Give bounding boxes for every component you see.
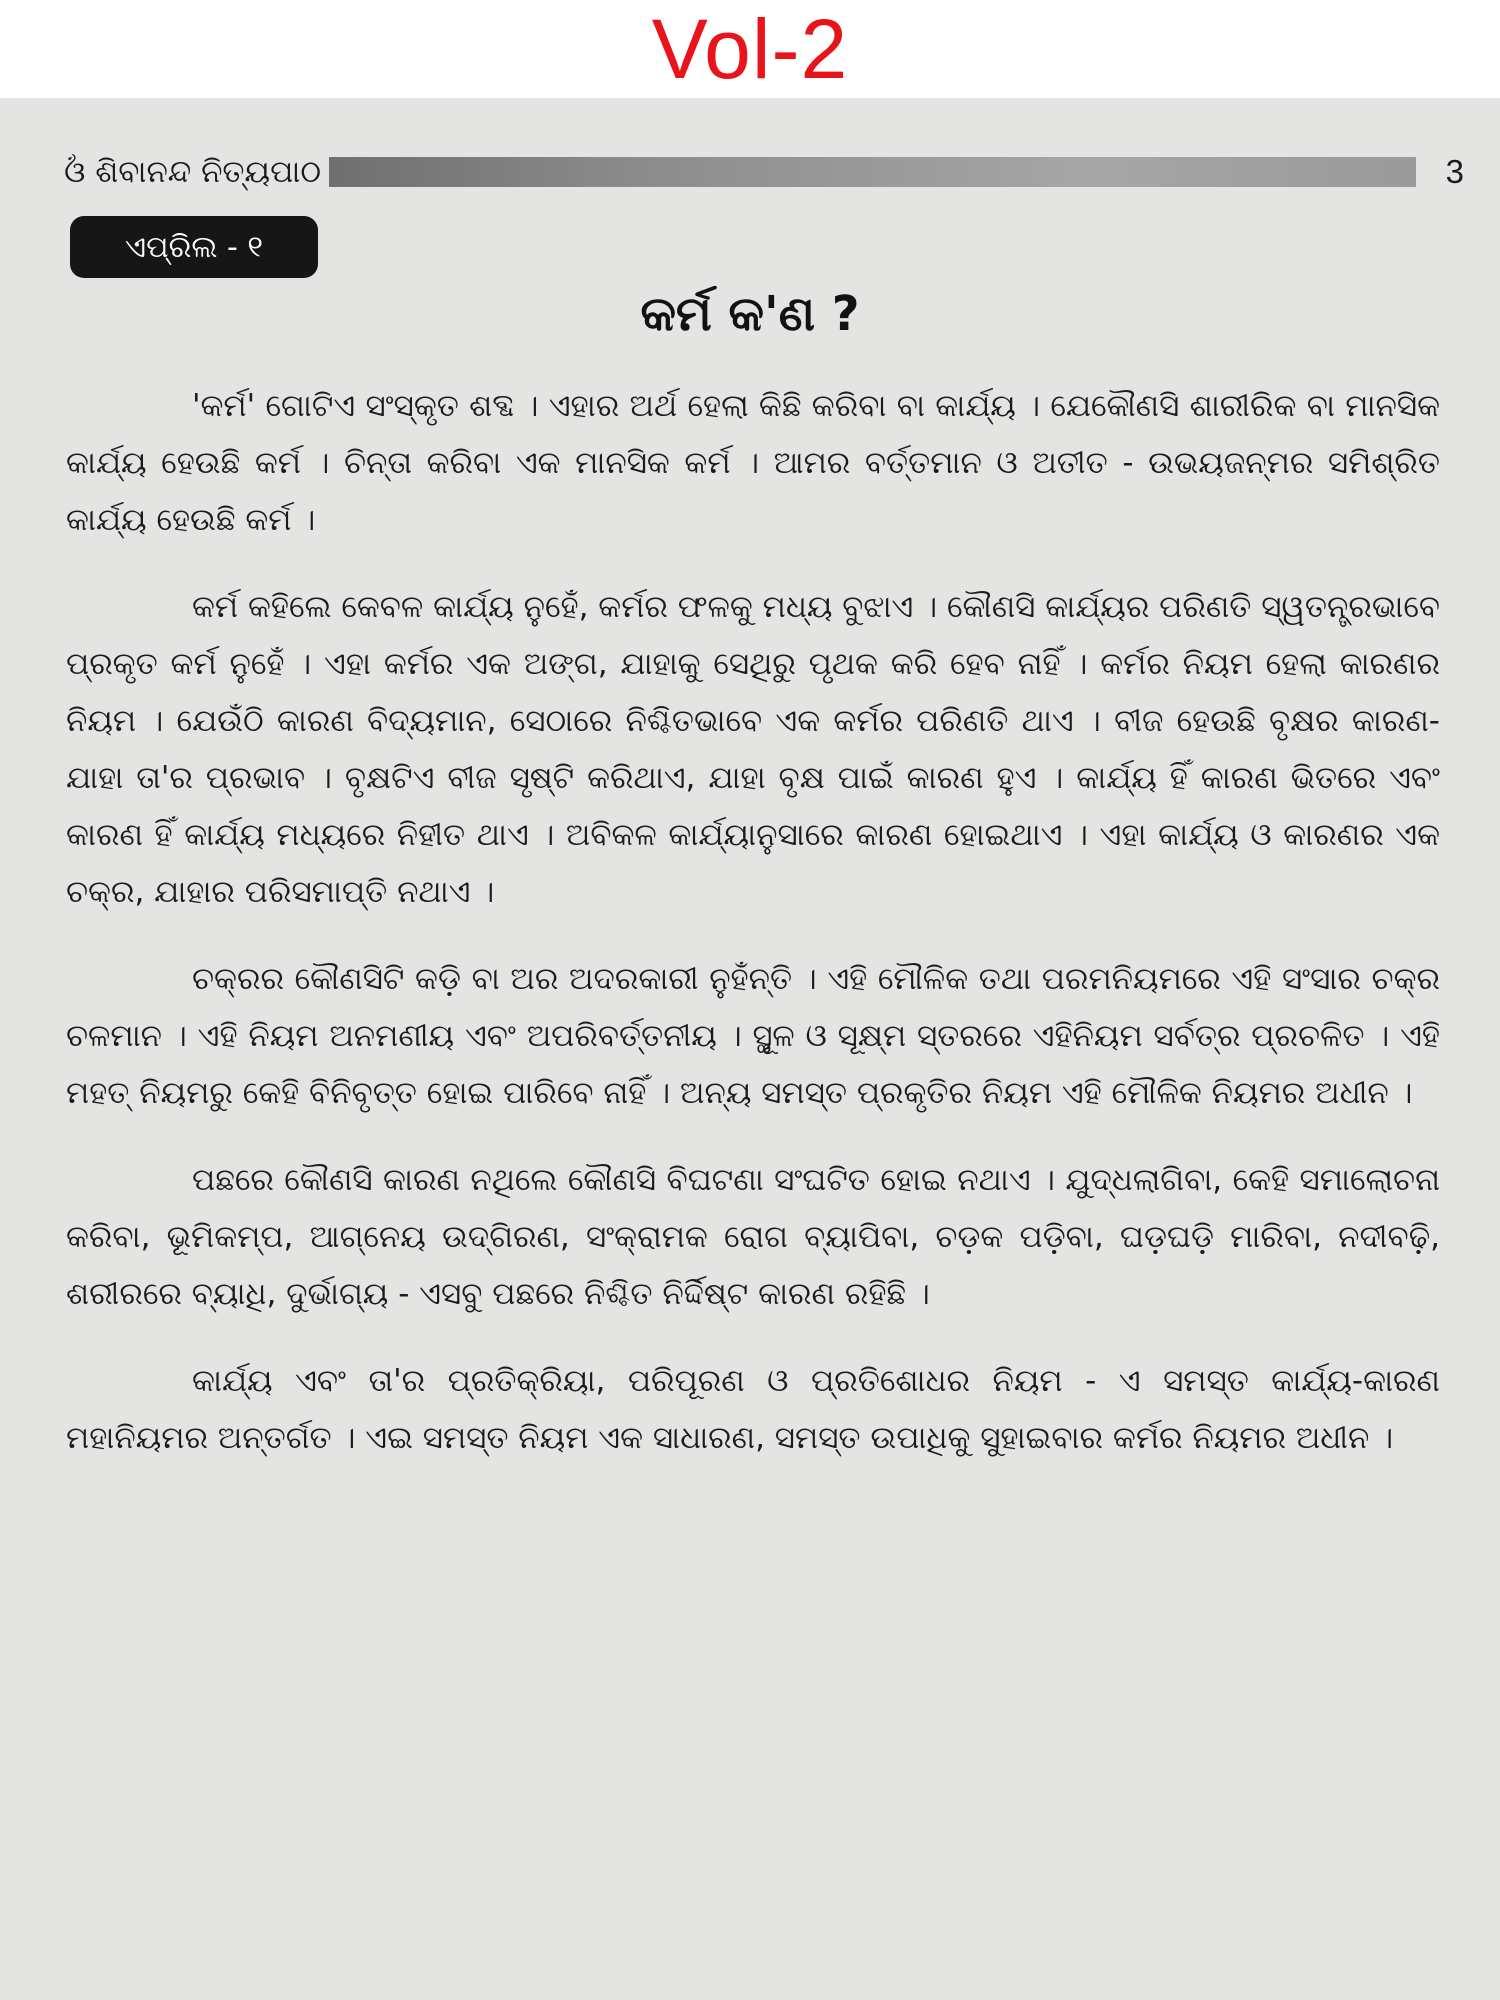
scanned-page bbox=[0, 98, 1500, 2000]
volume-banner bbox=[0, 0, 1500, 98]
paragraph: ଚକ୍ରର କୌଣସିଟି କଡ଼ି ବା ଅର ଅଦରକାରୀ ନୁହଁନ୍ତି । ଏହି ମୌଳିକ ତଥା ପରମନିୟମରେ ଏହି ସଂସାର ଚକ୍ର ଚଳମାନ । ଏହି ନିୟମ ଅନମଣୀୟ ଏବଂ ଅପରିବର୍ତ୍ତନୀୟ । ସ୍ଥୂଳ ଓ ସୂକ୍ଷ୍ମ ସ୍ତରରେ ଏହିନିୟମ ସର୍ବତ୍ର ପ୍ରଚଳିତ । ଏହି ମହତ୍ ନିୟମରୁ କେହି ବିନିବୃତ୍ତ ହୋଇ ପାରିବେ ନାହିଁ । ଅନ୍ୟ ସମସ୍ତ ପ୍ରକୃତିର ନିୟମ ଏହି ମୌଳିକ ନିୟମର ଅଧୀନ । bbox=[66, 961, 1440, 1111]
paragraph: କର୍ମ କହିଲେ କେବଳ କାର୍ଯ୍ୟ ନୁହେଁ, କର୍ମର ଫଳକୁ ମଧ୍ୟ ବୁଝାଏ । କୌଣସି କାର୍ଯ୍ୟର ପରିଣତି ସ୍ୱତନ୍ତ୍ରଭାବେ ପ୍ରକୃତ କର୍ମ ନୁହେଁ । ଏହା କର୍ମର ଏକ ଅଙ୍ଗ, ଯାହାକୁ ସେଥିରୁ ପୃଥକ କରି ହେବ ନାହିଁ । କର୍ମର ନିୟମ ହେଲା କାରଣର ନିୟମ । ଯେଉଁଠି କାରଣ ବିଦ୍ୟମାନ, ସେଠାରେ ନିଶ୍ଚିତଭାବେ ଏକ କର୍ମର ପରିଣତି ଥାଏ । ବୀଜ ହେଉଛି ବୃକ୍ଷର କାରଣ- ଯାହା ତା'ର ପ୍ରଭାବ । ବୃକ୍ଷଟିଏ ବୀଜ ସୃଷ୍ଟି କରିଥାଏ, ଯାହା ବୃକ୍ଷ ପାଇଁ କାରଣ ହୁଏ । କାର୍ଯ୍ୟ ହିଁ କାରଣ ଭିତରେ ଏବଂ କାରଣ ହିଁ କାର୍ଯ୍ୟ ମଧ୍ୟରେ ନିହୀତ ଥାଏ । ଅବିକଳ କାର୍ଯ୍ୟାନୁସାରେ କାରଣ ହୋଇଥାଏ । ଏହା କାର୍ଯ୍ୟ ଓ କାରଣର ଏକ ଚକ୍ର, ଯାହାର ପରିସମାପ୍ତି ନଥାଏ । bbox=[66, 589, 1440, 910]
header-rule bbox=[329, 157, 1416, 187]
paragraph: 'କର୍ମ' ଗୋଟିଏ ସଂସ୍କୃତ ଶବ୍ଦ । ଏହାର ଅର୍ଥ ହେଲା କିଛି କରିବା ବା କାର୍ଯ୍ୟ । ଯେକୌଣସି ଶାରୀରିକ ବା ମାନସିକ କାର୍ଯ୍ୟ ହେଉଛି କର୍ମ । ଚିନ୍ତା କରିବା ଏକ ମାନସିକ କର୍ମ । ଆମର ବର୍ତ୍ତମାନ ଓ ଅତୀତ - ଉଭୟଜନ୍ମର ସମିଶ୍ରିତ କାର୍ଯ୍ୟ ହେଉଛି କର୍ମ । bbox=[66, 388, 1440, 538]
paragraph: କାର୍ଯ୍ୟ ଏବଂ ତା'ର ପ୍ରତିକ୍ରିୟା, ପରିପୂରଣ ଓ ପ୍ରତିଶୋଧର ନିୟମ - ଏ ସମସ୍ତ କାର୍ଯ୍ୟ-କାରଣ ମହାନିୟମର ଅନ୍ତର୍ଗତ । ଏଇ ସମସ୍ତ ନିୟମ ଏକ ସାଧାରଣ, ସମସ୍ତ ଉପାଧିକୁ ସୁହାଇବାର କର୍ମର ନିୟମର ଅଧୀନ । bbox=[66, 1363, 1440, 1456]
paragraph: ପଛରେ କୌଣସି କାରଣ ନଥିଲେ କୌଣସି ବିଘଟଣା ସଂଘଟିତ ହୋଇ ନଥାଏ । ଯୁଦ୍ଧଲାଗିବା, କେହି ସମାଲୋଚନା କରିବା, ଭୂମିକମ୍ପ, ଆଗ୍ନେୟ ଉଦ୍‌ଗିରଣ, ସଂକ୍ରାମକ ରୋଗ ବ୍ୟାପିବା, ଚଡ଼କ ପଡ଼ିବା, ଘଡ଼ଘଡ଼ି ମାରିବା, ନଦୀବଢ଼ି, ଶରୀରରେ ବ୍ୟାଧି, ଦୁର୍ଭାଗ୍ୟ - ଏସବୁ ପଛରେ ନିଶ୍ଚିତ ନିର୍ଦ୍ଦିଷ୍ଟ କାରଣ ରହିଛି । bbox=[66, 1162, 1440, 1312]
volume-label: Vol-2 bbox=[651, 2, 849, 96]
article-title: କର୍ମ କ'ଣ ? bbox=[640, 286, 860, 342]
page-number: 3 bbox=[1445, 153, 1464, 190]
article-body bbox=[66, 378, 1440, 1467]
running-header bbox=[64, 152, 1464, 192]
series-title: ଓଁ ଶିବାନନ୍ଦ ନିତ୍ୟପାଠ bbox=[64, 153, 322, 190]
date-badge: ଏପ୍ରିଲ - ୧ bbox=[70, 216, 318, 278]
